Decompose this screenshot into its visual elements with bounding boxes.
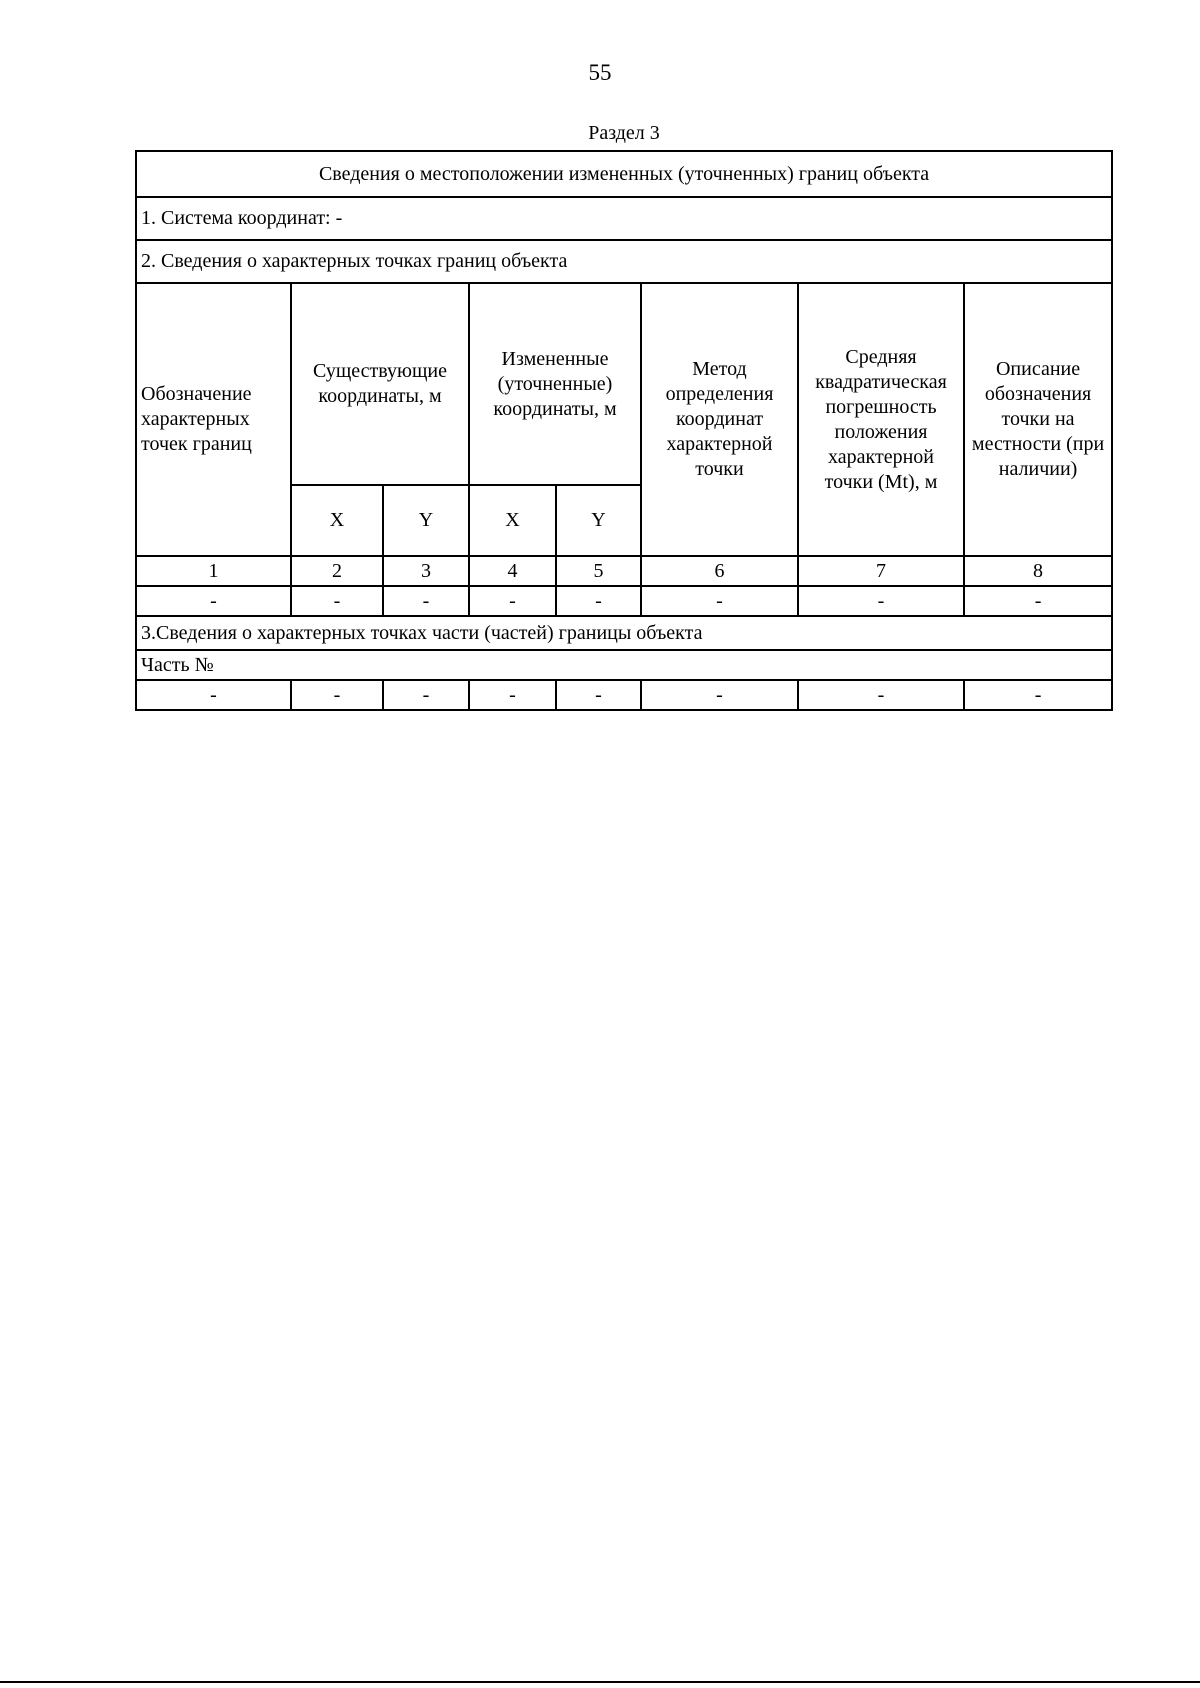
table-cell: - bbox=[383, 680, 469, 710]
header-existing-coordinates: Существующие координаты, м bbox=[291, 283, 469, 485]
table-cell: - bbox=[641, 680, 798, 710]
table-cell: - bbox=[136, 586, 291, 616]
table-cell: - bbox=[291, 680, 383, 710]
column-number: 7 bbox=[798, 556, 964, 586]
table-cell: - bbox=[469, 586, 556, 616]
column-number: 8 bbox=[964, 556, 1112, 586]
table-row bbox=[136, 586, 1112, 616]
column-number: 6 bbox=[641, 556, 798, 586]
header-existing-y: Y bbox=[383, 485, 469, 556]
table-cell: - bbox=[798, 680, 964, 710]
parts-heading: 3.Сведения о характерных точках части (частей) границы объекта bbox=[136, 616, 1112, 650]
part-label: Часть № bbox=[136, 650, 1112, 680]
coordinate-system-row bbox=[136, 197, 1112, 240]
parts-heading-row bbox=[136, 616, 1112, 650]
header-error: Средняя квадратическая погрешность положения характерной точки (Mt), м bbox=[798, 283, 964, 556]
table-cell: - bbox=[383, 586, 469, 616]
header-changed-y: Y bbox=[556, 485, 641, 556]
header-designation: Обозначение характерных точек границ bbox=[136, 283, 291, 556]
column-number: 5 bbox=[556, 556, 641, 586]
table-cell: - bbox=[136, 680, 291, 710]
points-heading-row bbox=[136, 240, 1112, 283]
table-title: Сведения о местоположении измененных (уточненных) границ объекта bbox=[136, 151, 1112, 197]
header-row bbox=[136, 283, 1112, 485]
table-cell: - bbox=[798, 586, 964, 616]
header-method: Метод определения координат характерной точки bbox=[641, 283, 798, 556]
boundary-table bbox=[135, 150, 1113, 711]
table-title-row bbox=[136, 151, 1112, 197]
footer-divider bbox=[0, 1681, 1200, 1683]
table-cell: - bbox=[556, 680, 641, 710]
header-description: Описание обозначения точки на местности (при наличии) bbox=[964, 283, 1112, 556]
column-number: 4 bbox=[469, 556, 556, 586]
column-number-row bbox=[136, 556, 1112, 586]
table-cell: - bbox=[291, 586, 383, 616]
table-row bbox=[136, 680, 1112, 710]
table-cell: - bbox=[964, 680, 1112, 710]
table-cell: - bbox=[556, 586, 641, 616]
part-label-row bbox=[136, 650, 1112, 680]
column-number: 2 bbox=[291, 556, 383, 586]
column-number: 3 bbox=[383, 556, 469, 586]
table-cell: - bbox=[469, 680, 556, 710]
column-number: 1 bbox=[136, 556, 291, 586]
points-heading: 2. Сведения о характерных точках границ объекта bbox=[136, 240, 1112, 283]
header-changed-coordinates: Измененные (уточненные) координаты, м bbox=[469, 283, 641, 485]
page-number: 55 bbox=[588, 60, 612, 85]
coordinate-system: 1. Система координат: - bbox=[136, 197, 1112, 240]
header-changed-x: X bbox=[469, 485, 556, 556]
table-cell: - bbox=[641, 586, 798, 616]
section-label: Раздел 3 bbox=[588, 122, 660, 144]
table-cell: - bbox=[964, 586, 1112, 616]
header-existing-x: X bbox=[291, 485, 383, 556]
